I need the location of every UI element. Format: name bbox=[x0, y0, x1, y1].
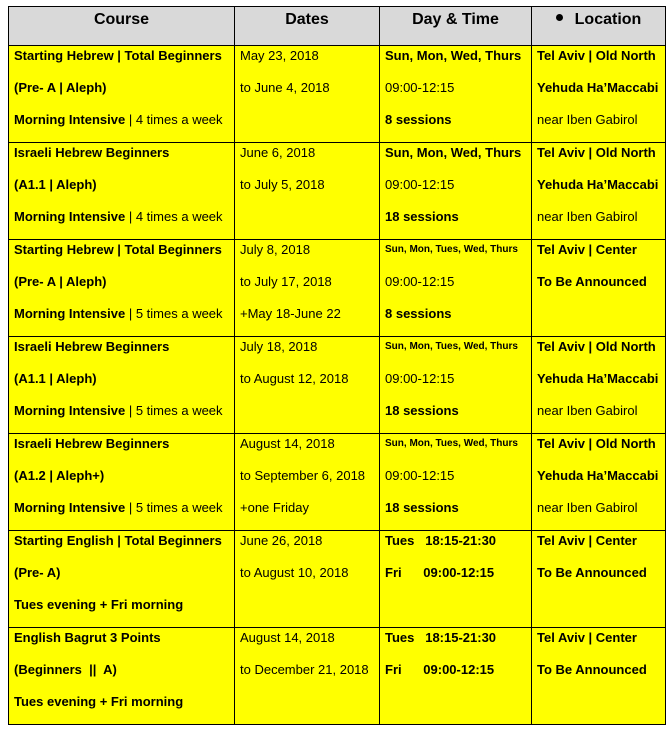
course-schedule-table bbox=[8, 6, 666, 725]
course-format: Morning Intensive bbox=[14, 500, 126, 515]
course-level: (A1.1 | Aleph) bbox=[14, 177, 97, 192]
location-street: Yehuda Ha’Maccabi bbox=[537, 177, 659, 192]
course-name: Israeli Hebrew Beginners bbox=[14, 145, 170, 160]
time: 09:00-12:15 bbox=[385, 177, 455, 192]
course-name: Israeli Hebrew Beginners bbox=[14, 339, 170, 354]
location-city: Tel Aviv | Old North bbox=[537, 145, 656, 160]
course-format: Tues evening + Fri morning bbox=[14, 694, 184, 709]
start-date: July 18, 2018 bbox=[240, 339, 318, 354]
days: Sun, Mon, Wed, Thurs bbox=[385, 48, 522, 63]
course-cell bbox=[9, 531, 235, 628]
location-note: near Iben Gabirol bbox=[537, 112, 638, 127]
end-date: to September 6, 2018 bbox=[240, 468, 366, 483]
course-level: (Pre- A | Aleph) bbox=[14, 80, 107, 95]
course-format: Morning Intensive bbox=[14, 403, 126, 418]
course-name: Israeli Hebrew Beginners bbox=[14, 436, 170, 451]
course-cell bbox=[9, 434, 235, 531]
table-row bbox=[9, 434, 666, 531]
sessions: 18 sessions bbox=[385, 500, 459, 515]
start-date: July 8, 2018 bbox=[240, 242, 311, 257]
dates-cell bbox=[235, 240, 380, 337]
location-note: near Iben Gabirol bbox=[537, 500, 638, 515]
day-time-cell bbox=[380, 240, 532, 337]
start-date: August 14, 2018 bbox=[240, 436, 335, 451]
table-row bbox=[9, 240, 666, 337]
start-date: May 23, 2018 bbox=[240, 48, 319, 63]
location-note bbox=[537, 304, 661, 336]
table-row bbox=[9, 143, 666, 240]
location-cell bbox=[532, 46, 666, 143]
dates-cell bbox=[235, 628, 380, 725]
location-note bbox=[537, 595, 661, 627]
location-city: Tel Aviv | Old North bbox=[537, 436, 656, 451]
header-location-label: Location bbox=[574, 11, 642, 28]
sessions bbox=[385, 595, 527, 627]
days: Sun, Mon, Tues, Wed, Thurs bbox=[385, 244, 518, 255]
day-time-cell bbox=[380, 531, 532, 628]
course-format: Morning Intensive bbox=[14, 306, 126, 321]
location-cell bbox=[532, 434, 666, 531]
date-note: +May 18-June 22 bbox=[240, 306, 341, 321]
date-note bbox=[240, 401, 375, 433]
header-day-time: Day & Time bbox=[380, 7, 532, 46]
location-city: Tel Aviv | Center bbox=[537, 630, 637, 645]
dates-cell bbox=[235, 337, 380, 434]
day-time-cell bbox=[380, 434, 532, 531]
location-note bbox=[537, 692, 661, 724]
header-row bbox=[9, 7, 666, 46]
dates-cell bbox=[235, 531, 380, 628]
time-slot-2: Fri 09:00-12:15 bbox=[385, 662, 495, 677]
course-format: Morning Intensive bbox=[14, 112, 126, 127]
date-note: +one Friday bbox=[240, 500, 310, 515]
location-street: Yehuda Ha’Maccabi bbox=[537, 371, 659, 386]
day-time-cell bbox=[380, 46, 532, 143]
course-level: (Beginners || A) bbox=[14, 662, 117, 677]
time-slot-1: Tues 18:15-21:30 bbox=[385, 533, 497, 548]
course-frequency: | 5 times a week bbox=[125, 306, 223, 321]
course-level: (A1.1 | Aleph) bbox=[14, 371, 97, 386]
course-frequency: | 5 times a week bbox=[125, 403, 223, 418]
start-date: August 14, 2018 bbox=[240, 630, 335, 645]
location-city: Tel Aviv | Old North bbox=[537, 48, 656, 63]
table-row bbox=[9, 531, 666, 628]
date-note bbox=[240, 110, 375, 142]
location-city: Tel Aviv | Center bbox=[537, 533, 637, 548]
time: 09:00-12:15 bbox=[385, 80, 455, 95]
sessions: 8 sessions bbox=[385, 306, 452, 321]
location-city: Tel Aviv | Old North bbox=[537, 339, 656, 354]
days: Sun, Mon, Wed, Thurs bbox=[385, 145, 522, 160]
date-note bbox=[240, 595, 375, 627]
table-row bbox=[9, 46, 666, 143]
location-cell bbox=[532, 143, 666, 240]
course-name: Starting English | Total Beginners bbox=[14, 533, 222, 548]
table-row bbox=[9, 337, 666, 434]
bullet-icon bbox=[556, 14, 563, 21]
location-street: Yehuda Ha’Maccabi bbox=[537, 468, 659, 483]
location-note: near Iben Gabirol bbox=[537, 403, 638, 418]
end-date: to August 12, 2018 bbox=[240, 371, 349, 386]
dates-cell bbox=[235, 46, 380, 143]
course-cell bbox=[9, 240, 235, 337]
course-level: (Pre- A | Aleph) bbox=[14, 274, 107, 289]
time: 09:00-12:15 bbox=[385, 468, 455, 483]
day-time-cell bbox=[380, 628, 532, 725]
location-note: near Iben Gabirol bbox=[537, 209, 638, 224]
days: Sun, Mon, Tues, Wed, Thurs bbox=[385, 438, 518, 449]
dates-cell bbox=[235, 434, 380, 531]
time-slot-2: Fri 09:00-12:15 bbox=[385, 565, 495, 580]
course-cell bbox=[9, 337, 235, 434]
course-level: (A1.2 | Aleph+) bbox=[14, 468, 105, 483]
course-name: Starting Hebrew | Total Beginners bbox=[14, 48, 222, 63]
header-location bbox=[532, 7, 666, 46]
course-name: Starting Hebrew | Total Beginners bbox=[14, 242, 222, 257]
location-street: To Be Announced bbox=[537, 565, 647, 580]
end-date: to July 5, 2018 bbox=[240, 177, 325, 192]
date-note bbox=[240, 207, 375, 239]
sessions: 8 sessions bbox=[385, 112, 452, 127]
time-slot-1: Tues 18:15-21:30 bbox=[385, 630, 497, 645]
table-row bbox=[9, 628, 666, 725]
course-cell bbox=[9, 46, 235, 143]
time: 09:00-12:15 bbox=[385, 371, 455, 386]
course-cell bbox=[9, 143, 235, 240]
course-cell bbox=[9, 628, 235, 725]
header-course: Course bbox=[9, 7, 235, 46]
dates-cell bbox=[235, 143, 380, 240]
location-cell bbox=[532, 240, 666, 337]
time: 09:00-12:15 bbox=[385, 274, 455, 289]
end-date: to July 17, 2018 bbox=[240, 274, 332, 289]
location-city: Tel Aviv | Center bbox=[537, 242, 637, 257]
end-date: to December 21, 2018 bbox=[240, 662, 369, 677]
course-frequency: | 5 times a week bbox=[125, 500, 223, 515]
location-street: To Be Announced bbox=[537, 662, 647, 677]
course-frequency: | 4 times a week bbox=[125, 112, 223, 127]
start-date: June 6, 2018 bbox=[240, 145, 316, 160]
location-cell bbox=[532, 531, 666, 628]
location-street: To Be Announced bbox=[537, 274, 647, 289]
location-street: Yehuda Ha’Maccabi bbox=[537, 80, 659, 95]
course-frequency: | 4 times a week bbox=[125, 209, 223, 224]
course-format: Morning Intensive bbox=[14, 209, 126, 224]
location-cell bbox=[532, 628, 666, 725]
course-level: (Pre- A) bbox=[14, 565, 61, 580]
day-time-cell bbox=[380, 337, 532, 434]
sessions bbox=[385, 692, 527, 724]
sessions: 18 sessions bbox=[385, 403, 459, 418]
days: Sun, Mon, Tues, Wed, Thurs bbox=[385, 341, 518, 352]
day-time-cell bbox=[380, 143, 532, 240]
course-name: English Bagrut 3 Points bbox=[14, 630, 161, 645]
end-date: to June 4, 2018 bbox=[240, 80, 330, 95]
header-dates: Dates bbox=[235, 7, 380, 46]
location-cell bbox=[532, 337, 666, 434]
sessions: 18 sessions bbox=[385, 209, 459, 224]
end-date: to August 10, 2018 bbox=[240, 565, 349, 580]
course-format: Tues evening + Fri morning bbox=[14, 597, 184, 612]
date-note bbox=[240, 692, 375, 724]
start-date: June 26, 2018 bbox=[240, 533, 323, 548]
